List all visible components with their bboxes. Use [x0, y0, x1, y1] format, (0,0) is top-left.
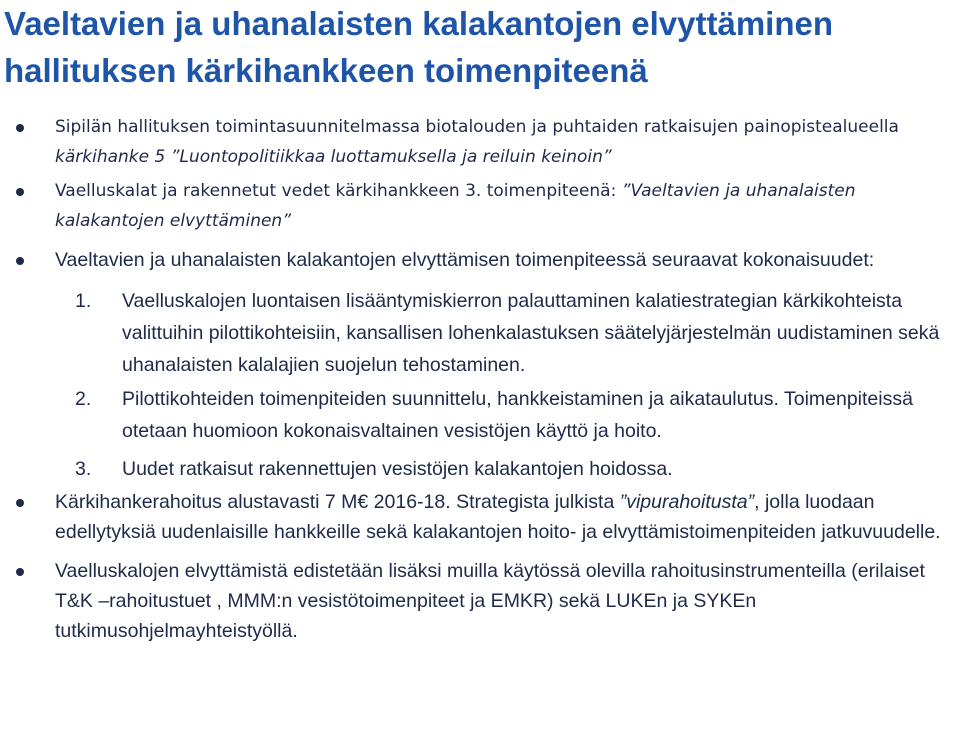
bullet-4-italic: ”vipurahoitusta” — [619, 491, 755, 513]
numbered-item-text: Vaelluskalojen luontaisen lisääntymiskierron palauttaminen kalatiestrategian kärkikohteista valittuihin pilottikohteisiin, kansallisen lohenkalastuksen säätelyjärjestelmän uudistaminen sekä uhanalaisten kalalajien suojelun tehostaminen. — [122, 290, 940, 376]
bullet-4-text-end: , jolla luodaan edellytyksiä uudenlaisille hankkeille sekä kalakantojen hoito- ja elvyttämistoimenpiteiden jatkuvuudelle. — [55, 491, 941, 543]
numbered-item-text: Uudet ratkaisut rakennettujen vesistöjen kalakantojen hoidossa. — [122, 458, 673, 480]
bullet-dot-icon — [16, 124, 24, 132]
bullet-1 — [0, 112, 960, 172]
bullet-dot-icon — [16, 188, 24, 196]
bullet-3 — [0, 245, 960, 275]
numbered-item-3 — [0, 453, 960, 485]
bullet-3-text: Vaeltavien ja uhanalaisten kalakantojen elvyttämisen toimenpiteessä seuraavat kokonaisuudet: — [55, 249, 875, 271]
bullet-1-text: Sipilän hallituksen toimintasuunnitelmassa biotalouden ja puhtaiden ratkaisujen painopistealueella — [55, 117, 899, 137]
slide-title — [4, 0, 954, 94]
bullet-dot-icon — [16, 568, 24, 576]
numbered-item-number: 3. — [75, 458, 92, 480]
bullet-2-italic: ”Vaeltavien ja uhanalaisten kalakantojen elvyttäminen” — [55, 181, 856, 231]
bullet-dot-icon — [16, 257, 24, 265]
numbered-item-number: 1. — [75, 290, 92, 312]
bullet-2 — [0, 176, 960, 236]
bullet-4 — [0, 487, 960, 547]
title-line-2: hallituksen kärkihankkeen toimenpiteenä — [4, 52, 648, 89]
slide-body — [0, 112, 960, 646]
numbered-item-2 — [0, 383, 960, 447]
bullet-4-text: Kärkihankerahoitus alustavasti 7 M€ 2016-18. Strategista julkista — [55, 491, 620, 513]
bullet-1-italic: kärkihanke 5 ”Luontopolitiikkaa luottamuksella ja reiluin keinoin” — [55, 147, 612, 167]
bullet-2-text: Vaelluskalat ja rakennetut vedet kärkihankkeen 3. toimenpiteenä: — [55, 181, 622, 201]
numbered-item-number: 2. — [75, 388, 92, 410]
bullet-5-text: Vaelluskalojen elvyttämistä edistetään lisäksi muilla käytössä olevilla rahoitusinstrumenteilla (erilaiset T&K –rahoitustuet , MMM:n vesistötoimenpiteet ja EMKR) sekä LUKEn ja SYKEn tutkimusohjelmayhteistyöllä. — [55, 560, 925, 642]
numbered-item-text: Pilottikohteiden toimenpiteiden suunnittelu, hankkeistaminen ja aikataulutus. Toimenpiteissä otetaan huomioon kokonaisvaltainen vesistöjen käyttö ja hoito. — [122, 388, 913, 442]
bullet-5 — [0, 556, 960, 646]
title-line-1: Vaeltavien ja uhanalaisten kalakantojen elvyttäminen — [4, 5, 834, 42]
bullet-dot-icon — [16, 499, 24, 507]
numbered-item-1 — [0, 285, 960, 381]
